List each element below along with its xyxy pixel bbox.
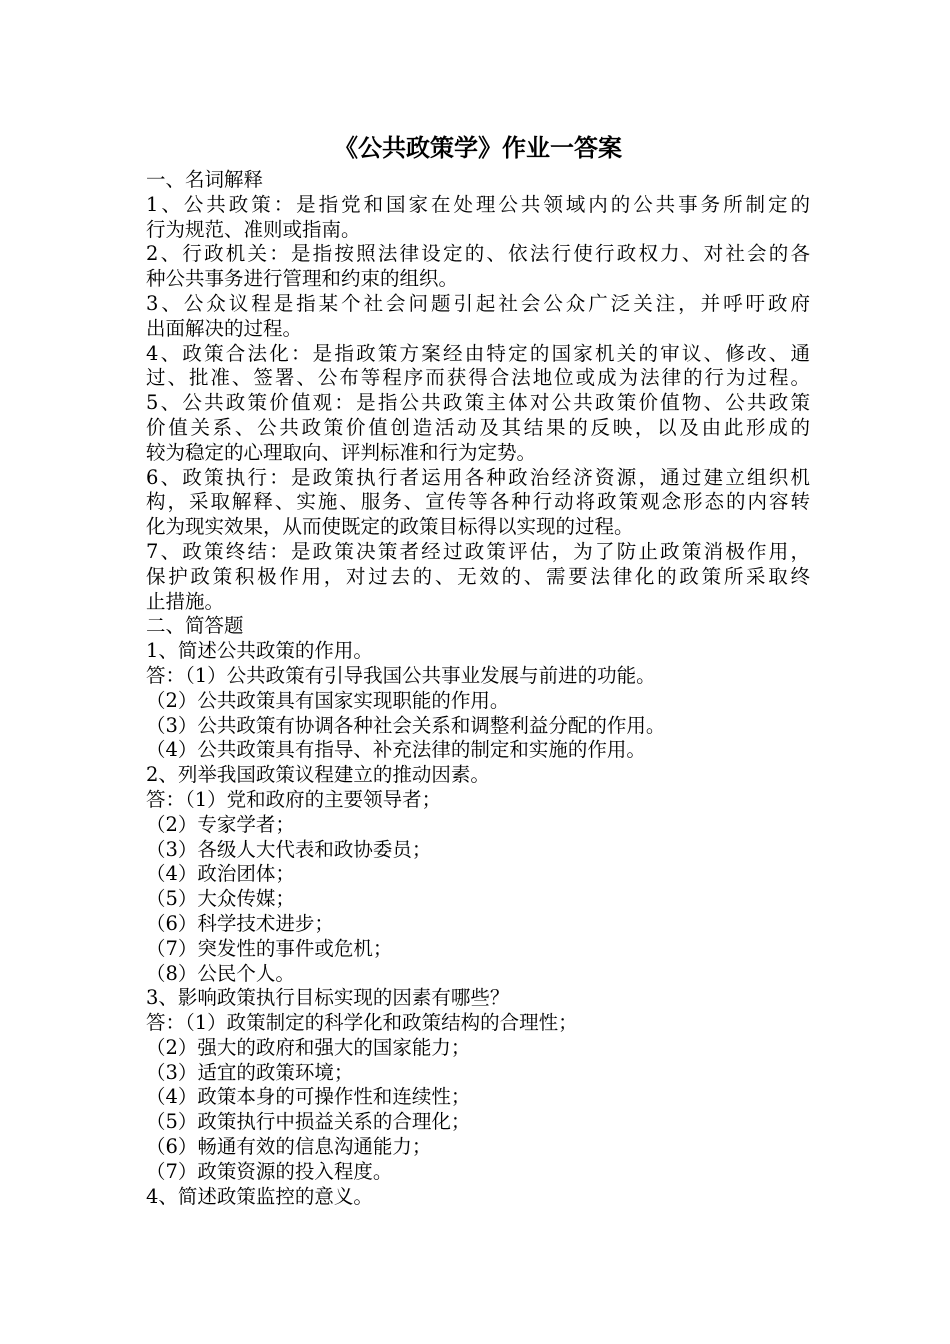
text-line: 答：（1）公共政策有引导我国公共事业发展与前进的功能。	[146, 663, 656, 687]
text-line: （3）各级人大代表和政协委员；	[146, 837, 432, 861]
text-line: 止措施。	[146, 589, 225, 613]
text-line: 价值关系、公共政策价值创造活动及其结果的反映，以及由此形成的	[146, 415, 810, 439]
text-line: 二、简答题	[146, 614, 244, 638]
text-line: （6）畅通有效的信息沟通能力；	[146, 1135, 432, 1159]
text-line: （7）突发性的事件或危机；	[146, 936, 393, 960]
text-line: 4、政策合法化：是指政策方案经由特定的国家机关的审议、修改、通	[146, 341, 810, 365]
text-line: 7、政策终结：是政策决策者经过政策评估，为了防止政策消极作用，	[146, 539, 810, 563]
text-line: 5、公共政策价值观：是指公共政策主体对公共政策价值物、公共政策	[146, 391, 810, 415]
text-line: （2）公共政策具有国家实现职能的作用。	[146, 688, 510, 712]
text-line: （5）政策执行中损益关系的合理化；	[146, 1110, 471, 1134]
text-line: 1、公共政策：是指党和国家在处理公共领域内的公共事务所制定的	[146, 192, 810, 216]
text-line: 3、影响政策执行目标实现的因素有哪些？	[146, 986, 510, 1010]
text-line: 2、列举我国政策议程建立的推动因素。	[146, 763, 490, 787]
text-line: （4）公共政策具有指导、补充法律的制定和实施的作用。	[146, 738, 646, 762]
text-line: 一、名词解释	[146, 168, 264, 191]
text-line: （6）科学技术进步；	[146, 911, 334, 935]
text-line: （8）公民个人。	[146, 961, 295, 985]
text-line: （4）政策本身的可操作性和连续性；	[146, 1085, 471, 1109]
text-line: （2）强大的政府和强大的国家能力；	[146, 1035, 471, 1059]
text-line: 化为现实效果，从而使既定的政策目标得以实现的过程。	[146, 515, 634, 539]
text-line: 过、批准、签署、公布等程序而获得合法地位或成为法律的行为过程。	[146, 366, 810, 390]
document-page	[146, 128, 810, 1209]
text-line: 出面解决的过程。	[146, 316, 303, 340]
text-line: （2）专家学者；	[146, 812, 295, 836]
text-line: （3）公共政策有协调各种社会关系和调整利益分配的作用。	[146, 713, 666, 737]
text-line: 较为稳定的心理取向、评判标准和行为定势。	[146, 440, 537, 464]
text-line: 4、简述政策监控的意义。	[146, 1184, 373, 1208]
document-title: 《公共政策学》作业一答案	[334, 133, 622, 162]
text-line: （4）政治团体；	[146, 862, 295, 886]
text-line: 2、行政机关：是指按照法律设定的、依法行使行政权力、对社会的各	[146, 242, 810, 266]
text-line: 3、公众议程是指某个社会问题引起社会公众广泛关注，并呼吁政府	[146, 291, 810, 315]
text-line: 构，采取解释、实施、服务、宣传等各种行动将政策观念形态的内容转	[146, 490, 810, 514]
text-line: （5）大众传媒；	[146, 887, 295, 911]
text-line: 答：（1）政策制定的科学化和政策结构的合理性；	[146, 1011, 578, 1035]
text-line: 6、政策执行：是政策执行者运用各种政治经济资源，通过建立组织机	[146, 465, 810, 489]
text-line: 保护政策积极作用，对过去的、无效的、需要法律化的政策所采取终	[146, 564, 810, 588]
text-line: 种公共事务进行管理和约束的组织。	[146, 267, 459, 291]
text-line: 答：（1）党和政府的主要领导者；	[146, 787, 442, 811]
text-line: 1、简述公共政策的作用。	[146, 639, 373, 663]
text-line: （3）适宜的政策环境；	[146, 1060, 354, 1084]
text-line: （7）政策资源的投入程度。	[146, 1159, 393, 1183]
document-body	[146, 168, 810, 1209]
text-line: 行为规范、准则或指南。	[146, 217, 361, 241]
